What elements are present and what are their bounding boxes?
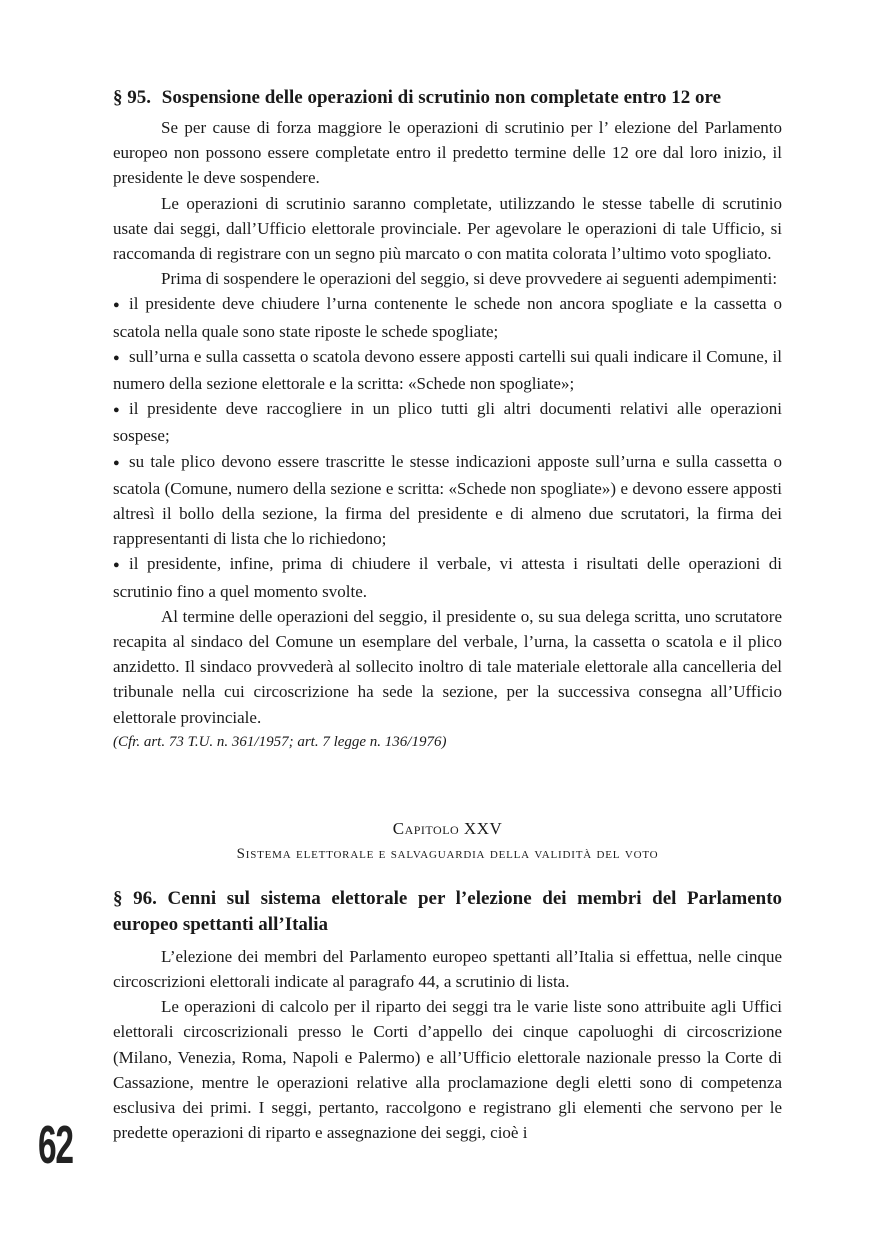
list-item: ● il presidente, infine, prima di chiudere il verbale, vi attesta i risultati delle operazioni di scrutinio fino a quel momento svolte.	[113, 554, 782, 601]
page-content	[113, 84, 782, 1146]
section-95-title: Sospensione delle operazioni di scrutinio non completate entro 12 ore	[161, 87, 722, 108]
list-item: ● su tale plico devono essere trascritte le stesse indicazioni apposte sull’urna e sulla cassetta o scatola (Comune, numero della sezione e scritta: «Schede non spogliate») e devono essere apposti altresì il bollo della sezione, la firma del presidente e di almeno due scrutatori, la firma dei rappresentanti di lista che lo richiedono;	[113, 451, 782, 549]
page-number: 62	[38, 1115, 73, 1175]
list-item: ● il presidente deve chiudere l’urna contenente le schede non ancora spogliate e la cassetta o scatola nella quale sono state riposte le schede spogliate;	[113, 294, 782, 341]
bullet-icon: ●	[113, 299, 120, 312]
bullet-icon: ●	[113, 559, 120, 572]
bullet-icon: ●	[113, 351, 120, 364]
chapter-subtitle: Sistema elettorale e salvaguardia della validità del voto	[236, 845, 659, 862]
section-95-number: § 95.	[113, 87, 151, 108]
section-96-heading	[113, 886, 782, 938]
section-95-bullet-list	[113, 291, 782, 603]
bullet-icon: ●	[113, 456, 120, 469]
section-95-paragraph-3: Prima di sospendere le operazioni del seggio, si deve provvedere ai seguenti adempimenti:	[161, 269, 778, 289]
section-95-heading	[113, 84, 782, 111]
list-item: ● sull’urna e sulla cassetta o scatola devono essere apposti cartelli sui quali indicare il Comune, il numero della sezione elettorale e la scritta: «Schede non spogliate»;	[113, 346, 782, 394]
section-95-paragraph-1: Se per cause di forza maggiore le operazioni di scrutinio per l’ elezione del Parlamento europeo non possono essere completate entro il predetto termine delle 12 ore dal loro inizio, il presidente le deve sospendere.	[113, 118, 782, 188]
section-95-paragraph-4: Al termine delle operazioni del seggio, il presidente o, su sua delega scritta, uno scrutatore recapita al sindaco del Comune un esemplare del verbale, l’urna, la cassetta o scatola e il plico anzidetto. Il sindaco provvederà al sollecito inoltro di tale materiale elettorale alla cancelleria del tribunale nella cui circoscrizione ha sede la sezione, per la successiva consegna all’Ufficio elettorale provinciale.	[113, 606, 782, 727]
section-96-paragraph-1: L’elezione dei membri del Parlamento europeo spettanti all’Italia si effettua, nelle cinque circoscrizioni elettorali indicate al paragrafo 44, a scrutinio di lista.	[113, 946, 782, 992]
section-95-reference: (Cfr. art. 73 T.U. n. 361/1957; art. 7 legge n. 136/1976)	[113, 733, 447, 750]
section-96-number: § 96.	[113, 887, 157, 909]
bullet-icon: ●	[113, 404, 120, 417]
chapter-title: Capitolo XXV	[392, 818, 503, 838]
section-96-title: Cenni sul sistema elettorale per l’elezione dei membri del Parlamento europeo spettanti all’Italia	[113, 887, 783, 935]
chapter-header	[113, 816, 782, 866]
list-item: ● il presidente deve raccogliere in un plico tutti gli altri documenti relativi alle operazioni sospese;	[113, 399, 782, 446]
section-96-paragraph-2: Le operazioni di calcolo per il riparto dei seggi tra le varie liste sono attribuite agli Uffici elettorali circoscrizionali presso le Corti d’appello dei cinque capoluoghi di circoscrizione (Milano, Venezia, Roma, Napoli e Palermo) e all’Ufficio elettorale nazionale presso la Corte di Cassazione, mentre le operazioni relative alla proclamazione degli eletti sono di competenza esclusiva dei primi. I seggi, pertanto, raccolgono e registrano gli elementi che servono per le predette operazioni di riparto e assegnazione dei seggi, cioè i	[113, 997, 782, 1143]
section-95-paragraph-2: Le operazioni di scrutinio saranno completate, utilizzando le stesse tabelle di scrutinio usate dai seggi, dall’Ufficio elettorale provinciale. Per agevolare le operazioni di tale Ufficio, si raccomanda di registrare con un segno più marcato o con matita colorata l’ultimo voto spogliato.	[113, 193, 782, 264]
